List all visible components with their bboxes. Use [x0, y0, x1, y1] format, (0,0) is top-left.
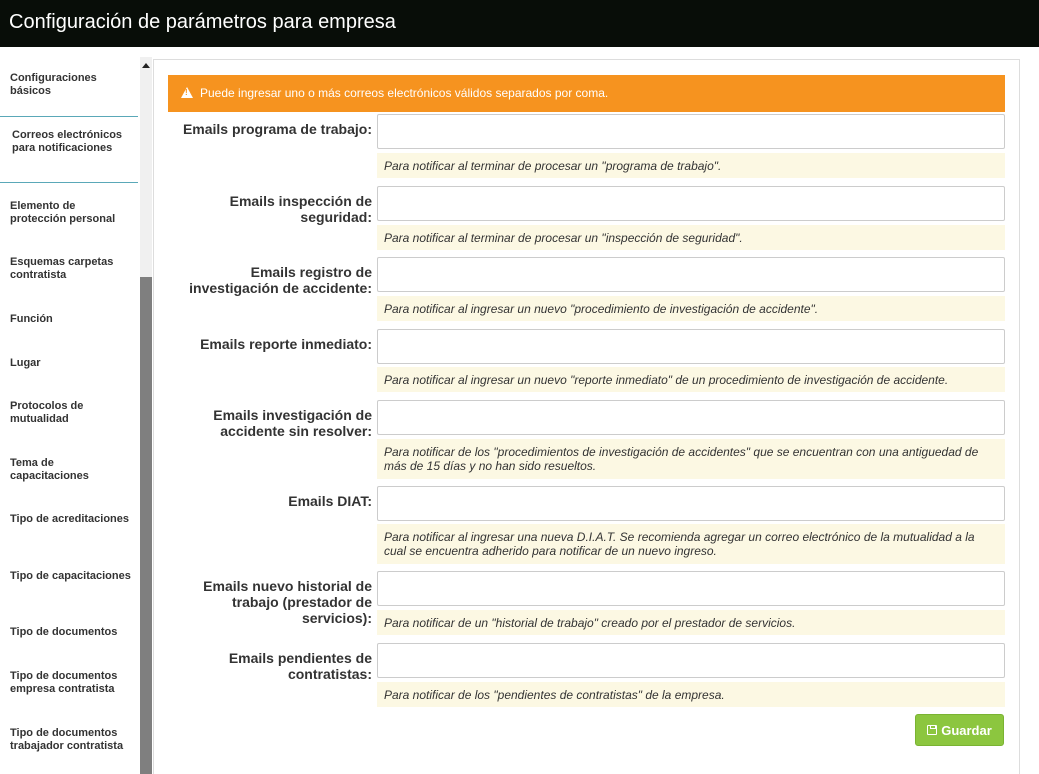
alert-text: Puede ingresar uno o más correos electrónicos válidos separados por coma. — [200, 86, 609, 100]
emails-registro-investigacion-input[interactable] — [377, 257, 1005, 292]
field-label-programa-trabajo: Emails programa de trabajo: — [182, 121, 372, 137]
field-label-pendientes-contratistas: Emails pendientes de contratistas: — [228, 650, 372, 682]
help-programa-trabajo: Para notificar al terminar de procesar un "programa de trabajo". — [377, 153, 1005, 178]
sidebar-item-tema-capacitaciones[interactable]: Tema de capacitaciones — [10, 457, 89, 482]
field-label-nuevo-historial: Emails nuevo historial de trabajo (prestador de servicios): — [203, 578, 372, 626]
help-diat: Para notificar al ingresar una nueva D.I.A.T. Se recomienda agregar un correo electrónico de la mutualidad a la cual se encuentra adherido para notificar de un nuevo ingreso. — [377, 524, 1005, 564]
sidebar-item-esquemas-carpetas[interactable]: Esquemas carpetas contratista — [10, 256, 114, 281]
field-label-diat: Emails DIAT: — [288, 493, 372, 509]
help-pendientes-contratistas: Para notificar de los "pendientes de contratistas" de la empresa. — [377, 682, 1005, 707]
sidebar-item-funcion[interactable]: Función — [10, 313, 53, 325]
help-nuevo-historial: Para notificar de un "historial de trabajo" creado por el prestador de servicios. — [377, 610, 1005, 635]
help-investigacion-sin-resolver: Para notificar de los "procedimientos de investigación de accidentes" que se encuentran con una antiguedad de más de 15 días y no han sido resueltos. — [377, 439, 1005, 479]
warning-icon — [181, 87, 193, 98]
scroll-up-arrow-icon[interactable] — [142, 63, 150, 68]
field-label-inspeccion-seguridad: Emails inspección de seguridad: — [229, 193, 372, 225]
sidebar-scrollbar[interactable] — [140, 57, 152, 774]
info-alert — [168, 75, 1005, 112]
sidebar-item-elemento-proteccion[interactable]: Elemento de protección personal — [10, 200, 116, 225]
emails-nuevo-historial-input[interactable] — [377, 571, 1005, 606]
page-title: Configuración de parámetros para empresa — [0, 0, 1039, 47]
sidebar-item-tipo-documentos-trabajador[interactable]: Tipo de documentos trabajador contratista — [10, 727, 124, 752]
field-label-reporte-inmediato: Emails reporte inmediato: — [200, 336, 372, 352]
sidebar — [0, 57, 138, 774]
scrollbar-thumb[interactable] — [140, 277, 152, 774]
save-button[interactable] — [915, 714, 1004, 746]
help-reporte-inmediato: Para notificar al ingresar un nuevo "reporte inmediato" de un procedimiento de investigación de accidente. — [377, 367, 1005, 392]
sidebar-item-tipo-documentos[interactable]: Tipo de documentos — [10, 626, 118, 638]
sidebar-item-tipo-documentos-empresa[interactable]: Tipo de documentos empresa contratista — [10, 670, 118, 695]
emails-diat-input[interactable] — [377, 486, 1005, 521]
sidebar-item-lugar[interactable]: Lugar — [10, 357, 41, 369]
field-label-registro-investigacion: Emails registro de investigación de accidente: — [189, 264, 372, 296]
floppy-disk-icon — [927, 725, 937, 735]
sidebar-item-tipo-capacitaciones[interactable]: Tipo de capacitaciones — [10, 570, 131, 582]
help-registro-investigacion: Para notificar al ingresar un nuevo "procedimiento de investigación de accidente". — [377, 296, 1005, 321]
sidebar-item-protocolos-mutualidad[interactable]: Protocolos de mutualidad — [10, 400, 84, 425]
sidebar-item-correos-electronicos[interactable]: Correos electrónicos para notificaciones — [12, 129, 123, 154]
field-label-investigacion-sin-resolver: Emails investigación de accidente sin resolver: — [213, 407, 372, 439]
help-inspeccion-seguridad: Para notificar al terminar de procesar un "inspección de seguridad". — [377, 225, 1005, 250]
sidebar-item-configuraciones-basicos[interactable]: Configuraciones básicos — [10, 72, 97, 97]
emails-pendientes-contratistas-input[interactable] — [377, 643, 1005, 678]
emails-reporte-inmediato-input[interactable] — [377, 329, 1005, 364]
save-button-label: Guardar — [941, 722, 992, 738]
emails-programa-trabajo-input[interactable] — [377, 114, 1005, 149]
emails-investigacion-sin-resolver-input[interactable] — [377, 400, 1005, 435]
emails-inspeccion-seguridad-input[interactable] — [377, 186, 1005, 221]
sidebar-item-tipo-acreditaciones[interactable]: Tipo de acreditaciones — [10, 513, 130, 525]
